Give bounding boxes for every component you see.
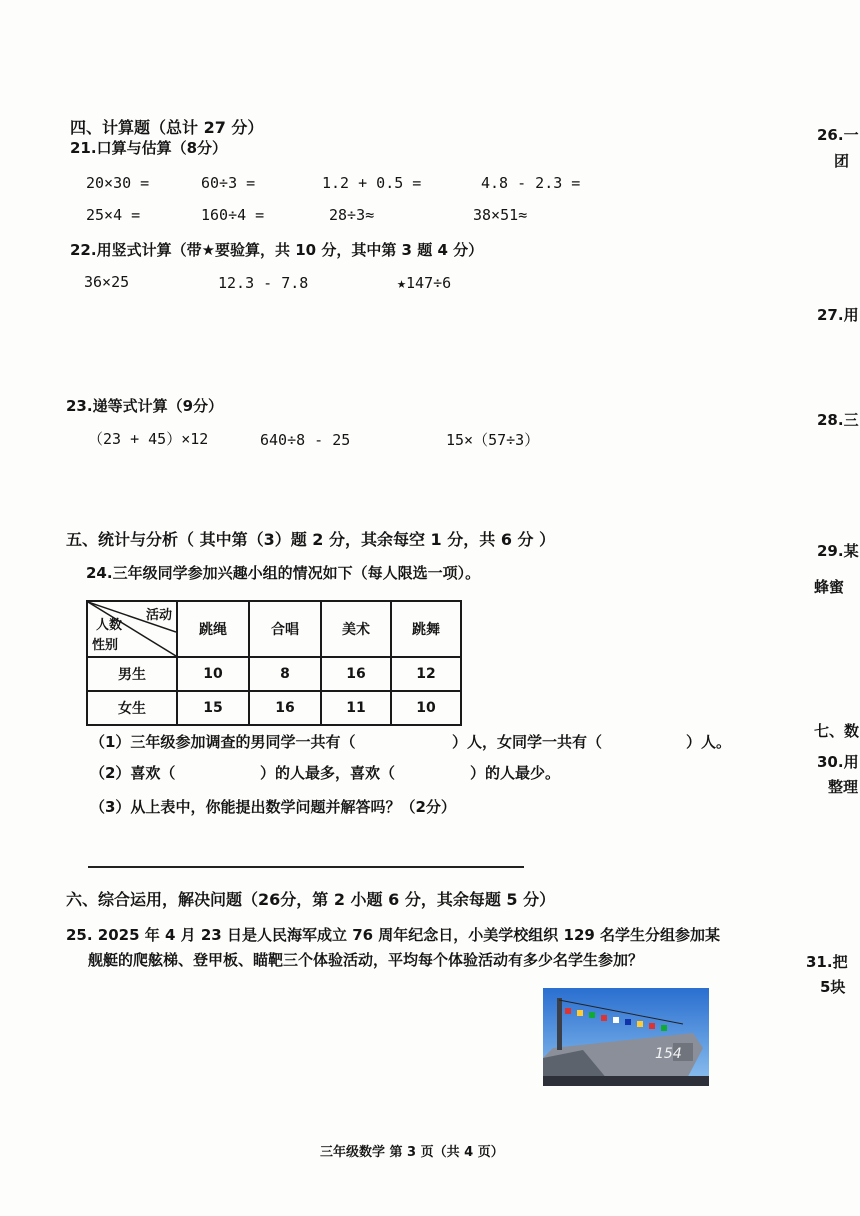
column-header: 美术 [321, 601, 391, 657]
q21-item-3: 1.2 + 0.5 = [322, 174, 422, 192]
edge-text: 30.用 [817, 753, 859, 771]
edge-text: 团 [834, 152, 850, 170]
q22-item-1: 36×25 [84, 273, 130, 291]
section-5-title: 五、统计与分析（ 其中第（3）题 2 分，其余每空 1 分，共 6 分 ） [66, 530, 556, 549]
table-cell: 15 [177, 691, 249, 725]
row-label: 女生 [87, 691, 177, 725]
table-cell: 10 [177, 657, 249, 691]
column-header: 跳绳 [177, 601, 249, 657]
table-cell: 11 [321, 691, 391, 725]
q21-item-2: 60÷3 = [201, 174, 256, 192]
edge-text: 5块 [820, 978, 846, 996]
table-row [87, 657, 461, 691]
table-corner-cell [87, 601, 177, 657]
edge-text: 26.一 [817, 126, 859, 144]
edge-text: 29.某 [817, 542, 859, 560]
question-21-title: 21.口算与估算（8分） [70, 139, 228, 157]
corner-count-label: 人数 [96, 618, 123, 633]
question-24-intro: 24.三年级同学参加兴趣小组的情况如下（每人限选一项）。 [86, 564, 481, 582]
table-cell: 10 [391, 691, 461, 725]
edge-text: 27.用 [817, 306, 859, 324]
q24-sub1-part-b: ）人，女同学一共有（ [452, 733, 603, 751]
corner-gender-label: 性别 [92, 638, 119, 653]
column-header: 跳舞 [391, 601, 461, 657]
table-cell: 16 [321, 657, 391, 691]
question-23-title: 23.递等式计算（9分） [66, 397, 224, 415]
corner-activity-label: 活动 [145, 608, 172, 623]
edge-text: 整理 [828, 778, 859, 796]
q21-item-6: 160÷4 = [201, 206, 265, 224]
column-header: 合唱 [249, 601, 321, 657]
answer-line [88, 866, 524, 868]
question-22-title: 22.用竖式计算（带★要验算，共 10 分，其中第 3 题 4 分） [70, 241, 484, 259]
q21-item-8: 38×51≈ [473, 206, 528, 224]
q22-item-3: ★147÷6 [397, 274, 452, 292]
edge-text: 28.三 [817, 411, 859, 429]
activity-stats-table [86, 600, 462, 726]
edge-text: 31.把 [806, 953, 848, 971]
q21-item-4: 4.8 - 2.3 = [481, 174, 581, 192]
q24-sub3: （3）从上表中，你能提出数学问题并解答吗？（2分） [90, 798, 456, 816]
page-footer: 三年级数学 第 3 页（共 4 页） [320, 1145, 504, 1160]
q23-item-1: （23 + 45）×12 [88, 430, 209, 448]
q24-sub2-part-c: ）的人最少。 [470, 764, 561, 782]
question-25-line-2: 舰艇的爬舷梯、登甲板、瞄靶三个体验活动，平均每个体验活动有多少名学生参加？ [88, 951, 644, 969]
table-cell: 16 [249, 691, 321, 725]
question-25-line-1: 25. 2025 年 4 月 23 日是人民海军成立 76 周年纪念日，小美学校组织 129 名学生分组参加某 [66, 926, 721, 944]
q24-sub1-part-a: （1）三年级参加调查的男同学一共有（ [90, 733, 356, 751]
hull-number: 154 [655, 1046, 682, 1062]
table-cell: 12 [391, 657, 461, 691]
table-cell: 8 [249, 657, 321, 691]
q24-sub2-part-b: ）的人最多，喜欢（ [260, 764, 396, 782]
row-label: 男生 [87, 657, 177, 691]
table-row [87, 691, 461, 725]
q24-sub1-part-c: ）人。 [686, 733, 732, 751]
q23-item-2: 640÷8 - 25 [260, 431, 351, 449]
warship-photo [543, 988, 709, 1086]
section-6-title: 六、综合运用，解决问题（26分，第 2 小题 6 分，其余每题 5 分） [66, 890, 556, 909]
q22-item-2: 12.3 - 7.8 [218, 274, 309, 292]
q24-sub2-part-a: （2）喜欢（ [90, 764, 176, 782]
q21-item-1: 20×30 = [86, 174, 150, 192]
q23-item-3: 15×（57÷3） [446, 431, 540, 449]
edge-text: 蜂蜜 [814, 578, 845, 596]
q21-item-5: 25×4 = [86, 206, 141, 224]
section-4-title: 四、计算题（总计 27 分） [70, 118, 264, 137]
q21-item-7: 28÷3≈ [329, 206, 375, 224]
edge-text: 七、数 [814, 722, 860, 740]
